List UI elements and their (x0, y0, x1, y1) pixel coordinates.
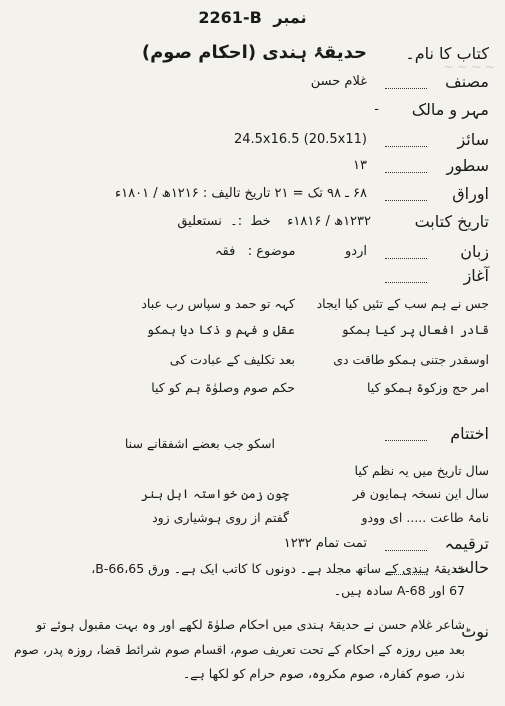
field-copy-date (22, 212, 489, 236)
field-value: غلام حسن (310, 74, 367, 89)
field-folios (22, 184, 489, 208)
field-label: مصنف (445, 72, 489, 91)
field-language (22, 242, 489, 266)
verse-right-4: امر حج وزکوۃ ہمکو کیا (366, 380, 489, 395)
field-label: ترقیمہ (444, 534, 489, 553)
language-value: اردو (345, 244, 367, 259)
verse-left-4: حکم صوم وصلوٰۃ ہم کو کیا (151, 380, 295, 395)
field-beginning (22, 266, 489, 290)
verse-left-1: کہہ تو حمد و سپاس رب عباد (141, 296, 295, 311)
number-label: نمبر (273, 8, 307, 27)
field-colophon (22, 534, 489, 558)
page-header (0, 8, 505, 27)
field-size (22, 130, 489, 154)
condition-line-1: حدیقۂ ہندی کے ساتھ مجلد ہے۔ دونوں کا کاتب ایک ہے۔ ورق 66،65-B، (91, 561, 465, 576)
field-value: 24.5x16.5 (20.5x11) (233, 132, 367, 147)
bleed-through: ~ ~ ~ ~ (443, 60, 495, 74)
copy-date-value: ۱۲۳۲ھ / ۱۸۱۶ء (287, 214, 371, 229)
catalog-number: 2261-B (198, 8, 262, 27)
verse-left-3: بعد تکلیف کے عبادت کی (169, 352, 295, 367)
dotted-line (385, 550, 427, 551)
subject-value: فقہ (214, 244, 236, 259)
subject-label: موضوع : (247, 244, 296, 259)
field-label: تاریخ کتابت (414, 212, 489, 231)
field-label: حالت (453, 558, 489, 577)
field-value: - (374, 102, 379, 117)
field-value: ۱۲۳۲ھ / ۱۸۱۶ء خط :۔ نستعلیق (177, 214, 371, 229)
field-value: حدیقۂ ہندی (احکام صوم) (141, 42, 367, 63)
field-value: ۶۸ ـ ۹۸ تک = ۲۱ تاریخ تالیف : ۱۲۱۶ھ / ۱۸۰۱ء (115, 186, 367, 201)
ending-verse-right-2: سال این نسخہ ہمایون فر (352, 486, 489, 501)
script-value: نستعلیق (177, 214, 222, 229)
ending-verse-right-1: سال تاریخ میں یہ نظم کیا (354, 463, 489, 478)
verse-right-1: جس نے ہم سب کے تئیں کیا ایجاد (316, 296, 489, 311)
field-label: زبان (460, 242, 489, 261)
field-label: اختتام (450, 424, 489, 443)
field-label: اوراق (452, 184, 489, 203)
field-label: کتاب کا نام۔ (405, 44, 489, 63)
note-line-1: شاعر غلام حسن نے حدیقۂ ہندی میں احکام صلوٰۃ لکھے اور وہ بہت مقبول ہوئے تو (36, 617, 465, 632)
verse-right-2: قادر افعال پر کیا ہمکو (341, 322, 489, 337)
field-label: سائز (457, 130, 489, 149)
field-author (22, 72, 489, 96)
dotted-line (385, 88, 427, 89)
ending-verse-left-1: اسکو جب بعضے اشفقانے سنا (124, 436, 275, 451)
field-label: نوٹ (461, 622, 489, 641)
verse-right-3: اوسقدر جتنی ہمکو طاقت دی (333, 352, 489, 367)
dotted-line (385, 258, 427, 259)
field-value: تمت تمام ۱۲۳۲ (283, 536, 367, 551)
dotted-line (385, 282, 427, 283)
dotted-line (385, 440, 427, 441)
condition-line-2: 67 اور A-68 سادہ ہیں۔ (333, 583, 465, 598)
field-label: سطور (446, 156, 489, 175)
dotted-line (385, 200, 427, 201)
ending-verse-left-3: گفتم از روی ہوشیاری زود (152, 510, 289, 525)
ending-verse-left-2: چون زمن خواستہ اہل ہنر (141, 486, 289, 501)
field-label: آغاز (463, 266, 489, 285)
dotted-line (385, 172, 427, 173)
field-seal (22, 100, 489, 124)
field-title (22, 44, 489, 68)
field-lines (22, 156, 489, 180)
script-label: خط (250, 214, 271, 229)
note-line-2: بعد میں روزہ کے احکام کے تحت تعریف صوم، اقسام صوم شرائط قضا، روزہ پدر، صوم (14, 642, 465, 657)
field-value: ۱۳ (353, 158, 367, 173)
field-label: مہر و مالک (411, 100, 489, 119)
verse-left-2: عقل و فہم و ذکا دیا ہمکو (146, 322, 295, 337)
note-line-3: نذر، صوم کفارہ، صوم مکروہ، صوم حرام کو لکھا ہے۔ (182, 666, 465, 681)
dotted-line (385, 146, 427, 147)
ending-verse-right-3: نامۂ طاعت ..... ای وودو (361, 510, 489, 525)
field-value (215, 244, 367, 259)
